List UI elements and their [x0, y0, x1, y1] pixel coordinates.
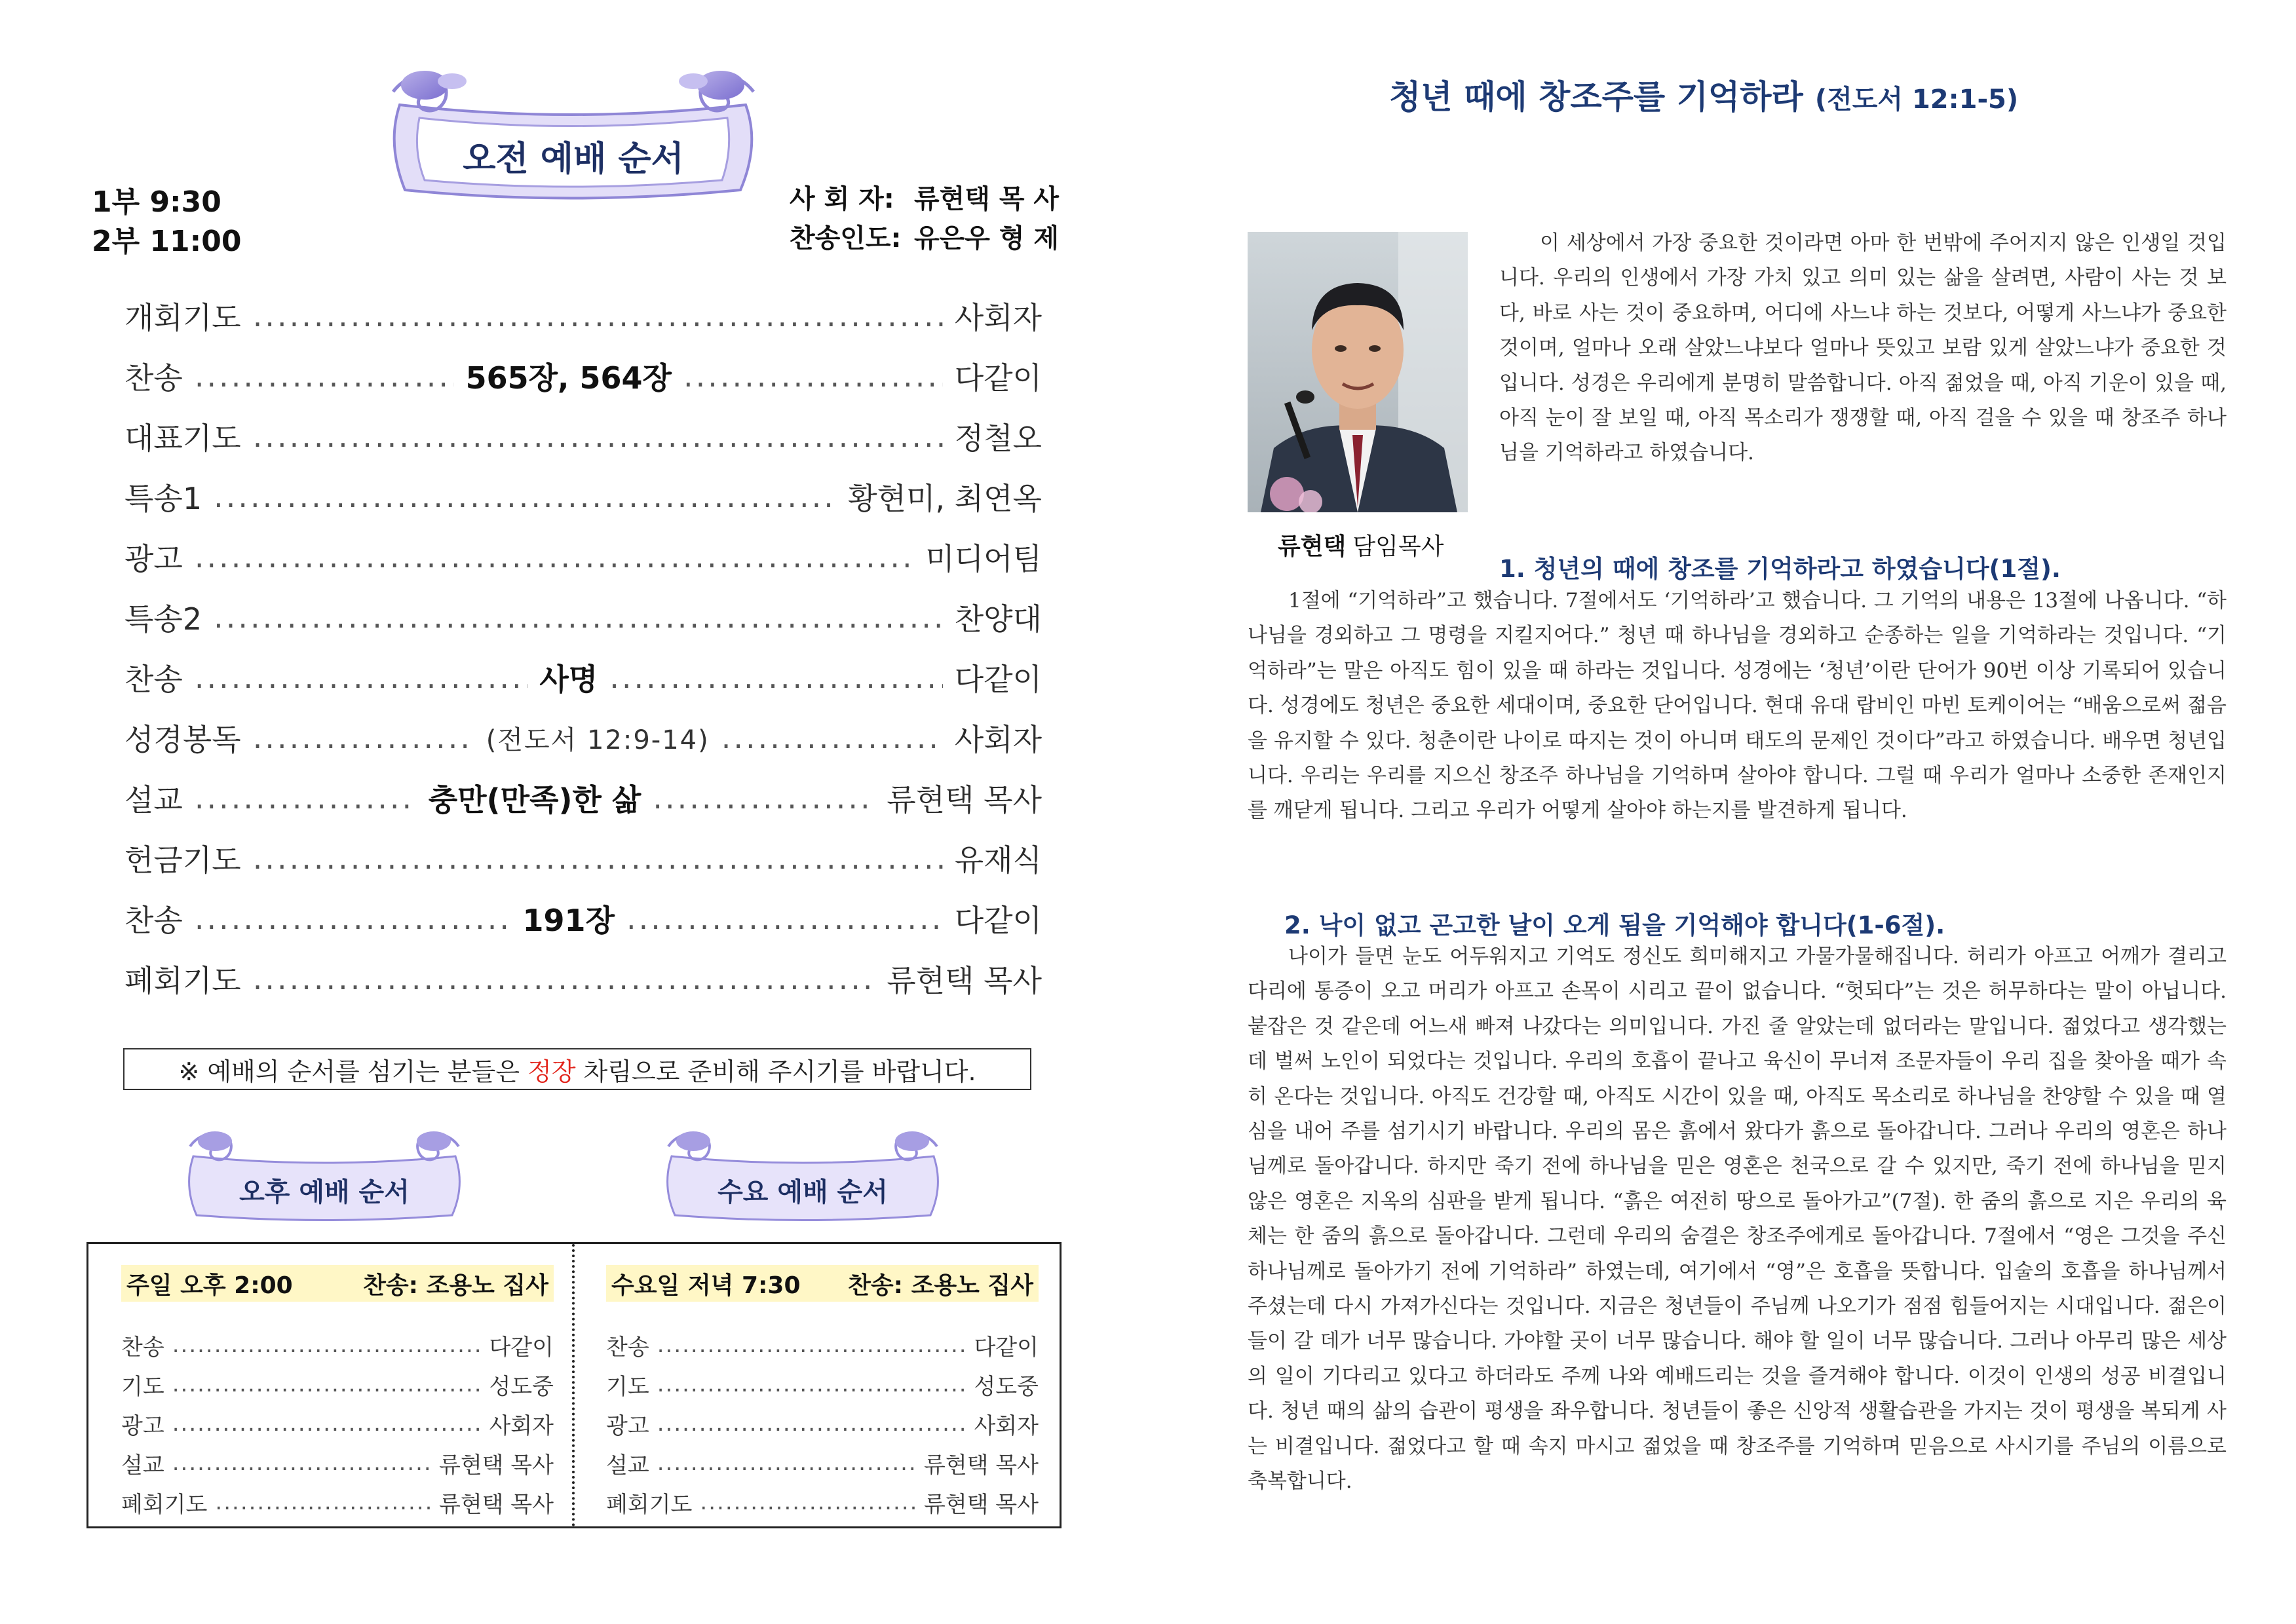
leader-dots — [253, 296, 943, 335]
leader-dots — [657, 1409, 966, 1438]
leader-dots — [195, 537, 913, 576]
leader-dots — [657, 1370, 966, 1399]
order-person: 정철오 — [954, 421, 1042, 456]
afternoon-service-title: 오후 예배 순서 — [239, 1177, 410, 1207]
order-item: 광고 — [124, 541, 183, 576]
schedule-item: 찬송 — [606, 1334, 649, 1361]
schedule-item: 폐회기도 — [121, 1491, 208, 1518]
leader-dots — [214, 477, 836, 516]
leader-dots — [609, 658, 942, 697]
order-row — [124, 413, 1042, 459]
schedule-item: 폐회기도 — [606, 1491, 693, 1518]
schedule-person: 다같이 — [489, 1334, 554, 1361]
order-person: 사회자 — [954, 722, 1043, 757]
wednesday-header — [606, 1265, 1039, 1302]
leader-presider-name: 류현택 목 사 — [914, 184, 1060, 214]
order-row — [124, 956, 1042, 1002]
order-detail: 191장 — [522, 903, 615, 938]
leader-dots — [700, 1488, 916, 1517]
order-person: 황현미, 최연옥 — [848, 481, 1042, 516]
leader-dots — [172, 1370, 482, 1399]
leader-dots — [195, 778, 417, 818]
leader-dots — [653, 778, 875, 818]
order-person: 사회자 — [954, 300, 1042, 335]
leader-dots — [172, 1409, 482, 1438]
order-item: 특송2 — [124, 601, 202, 637]
schedule-row — [121, 1445, 554, 1481]
order-row — [124, 594, 1042, 640]
leader-presider-label: 사 회 자: — [790, 184, 894, 214]
schedule-item: 광고 — [606, 1412, 649, 1439]
order-person: 미디어팀 — [925, 541, 1042, 576]
leader-dots — [214, 597, 943, 637]
intro-paragraph: 이 세상에서 가장 중요한 것이라면 아마 한 번밖에 주어지지 않은 인생일 것입니다. 우리의 인생에서 가장 가치 있고 의미 있는 삶을 살려면, 사람이 사는 것 보다, 바로 사는 것이 중요하며, 어디에 사느냐 하는 것보다, 어떻게 사느냐가 중요한 것이며, 얼마나 오래 살았느냐보다 얼마나 뜻있고 보람 있게 살았느냐가 중요한 것입니다. 성경은 우리에게 분명히 말씀합니다. 아직 젊었을 때, 아직 기운이 있을 때, 아직 눈이 잘 보일 때, 아직 목소리가 쟁쟁할 때, 아직 걸을 수 있을 때 창조주 하나님을 기억하라고 하였습니다. — [1499, 231, 2227, 465]
schedule-item: 기도 — [121, 1373, 164, 1400]
notice-highlight: 정장 — [527, 1057, 576, 1086]
leader-dots — [253, 959, 875, 998]
leader-dots — [172, 1448, 431, 1477]
order-item: 찬송 — [124, 360, 183, 396]
schedule-row — [606, 1445, 1039, 1481]
schedule-person: 류현택 목사 — [438, 1491, 554, 1518]
leader-dots — [195, 658, 527, 697]
order-person: 유재식 — [954, 842, 1042, 878]
schedule-row — [121, 1327, 554, 1363]
section-1-body: 1절에 “기억하라”고 했습니다. 7절에서도 ‘기억하라’고 했습니다. 그 기억의 내용은 13절에 나옵니다. “하나님을 경외하고 그 명령을 지킬지어다.” 청년 때 하나님을 경외하고 순종하는 일을 기억하라는 것입니다. “기억하라”는 말은 아직도 힘이 있을 때 하라는 것입니다. 성경에는 ‘청년’이란 단어가 90번 이상 기록되어 있습니다. 성경에도 청년은 중요한 세대이며, 중요한 단어입니다. 현대 유대 랍비인 마빈 토케이어는 “배움으로써 젊음을 유지할 수 있다. 청춘이란 나이로 따지는 것이 아니며 태도의 문제인 것이다”라고 하였습니다. 배우면 청년입니다. 우리는 우리를 지으신 창조주 하나님을 기억하며 살아야 합니다. 그럴 때 우리가 얼마나 소중한 존재인지를 깨닫게 됩니다. 그리고 우리가 어떻게 살아야 하는지를 발견하게 됩니다. — [1248, 589, 2227, 823]
leader-dots — [683, 356, 943, 396]
order-row — [124, 896, 1042, 941]
wednesday-time: 수요일 저녁 7:30 — [611, 1272, 801, 1299]
order-row — [124, 835, 1042, 881]
order-detail: 565장, 564장 — [465, 360, 672, 396]
section-2-heading: 2. 낙이 없고 곤고한 날이 오게 됨을 기억해야 합니다(1-6절). — [1284, 911, 1945, 939]
leader-dots — [721, 718, 943, 757]
pastor-name: 류현택 — [1278, 533, 1347, 560]
order-person: 다같이 — [954, 360, 1042, 396]
sermon-title — [1389, 71, 2018, 118]
leader-song-label: 찬송인도: — [790, 223, 902, 254]
wednesday-song-leader: 찬송: 조용노 집사 — [848, 1272, 1033, 1299]
sermon-title-text: 청년 때에 창조주를 기억하라 — [1389, 78, 1803, 116]
leader-dots — [195, 356, 454, 396]
schedule-person: 성도중 — [489, 1373, 554, 1400]
leader-dots — [253, 839, 943, 878]
photo-caption — [1278, 528, 1444, 561]
notice-text-before: ※ 예배의 순서를 섬기는 분들은 — [178, 1057, 528, 1086]
leader-dots — [657, 1448, 916, 1477]
leader-dots — [215, 1488, 431, 1517]
order-detail: (전도서 12:9-14) — [486, 725, 710, 755]
schedule-person: 류현택 목사 — [923, 1491, 1039, 1518]
leader-dots — [657, 1331, 966, 1359]
wednesday-service-banner — [655, 1127, 950, 1225]
order-row — [124, 534, 1042, 580]
leader-dots — [253, 718, 474, 757]
section-1-heading: 1. 청년의 때에 창조를 기억하라고 하였습니다(1절). — [1499, 555, 2061, 583]
schedule-person: 류현택 목사 — [438, 1452, 554, 1479]
leader-dots — [172, 1331, 482, 1359]
order-detail: 충만(만족)한 삶 — [428, 782, 641, 818]
schedule-person: 다같이 — [974, 1334, 1039, 1361]
schedule-row — [121, 1405, 554, 1442]
schedule-item: 설교 — [606, 1452, 649, 1479]
schedule-person: 사회자 — [974, 1412, 1039, 1439]
order-item: 특송1 — [124, 481, 202, 516]
order-item: 찬송 — [124, 903, 183, 938]
morning-service-banner — [373, 66, 773, 206]
afternoon-song-leader: 찬송: 조용노 집사 — [363, 1272, 548, 1299]
schedule-person: 류현택 목사 — [923, 1452, 1039, 1479]
order-row — [124, 474, 1042, 519]
order-person: 류현택 목사 — [887, 782, 1042, 818]
order-item: 설교 — [124, 782, 183, 818]
order-row — [124, 715, 1042, 761]
service-schedule-table — [86, 1242, 1062, 1528]
order-item: 폐회기도 — [124, 963, 241, 998]
sermon-scripture: (전도서 12:1-5) — [1814, 85, 2019, 115]
schedule-person: 성도중 — [974, 1373, 1039, 1400]
dress-code-notice — [123, 1048, 1031, 1090]
order-detail: 사명 — [539, 662, 598, 697]
order-person: 류현택 목사 — [887, 963, 1042, 998]
order-person: 다같이 — [954, 903, 1042, 938]
schedule-row — [606, 1327, 1039, 1363]
afternoon-service-banner — [177, 1127, 472, 1225]
order-row — [124, 775, 1042, 821]
afternoon-header — [121, 1265, 554, 1302]
service-time-1: 1부 9:30 — [92, 185, 221, 219]
notice-text-after: 차림으로 준비해 주시기를 바랍니다. — [575, 1057, 976, 1086]
leader-song-name: 유은우 형 제 — [914, 223, 1060, 254]
schedule-row — [121, 1366, 554, 1403]
wednesday-service-title: 수요 예배 순서 — [718, 1177, 888, 1207]
order-person: 다같이 — [954, 662, 1042, 697]
leader-dots — [253, 417, 943, 456]
order-person: 찬양대 — [954, 601, 1042, 637]
schedule-row — [606, 1405, 1039, 1442]
schedule-row — [606, 1366, 1039, 1403]
order-item: 개회기도 — [124, 300, 241, 335]
pastor-role: 담임목사 — [1352, 533, 1444, 560]
order-item: 성경봉독 — [124, 722, 241, 757]
schedule-item: 광고 — [121, 1412, 164, 1439]
order-item: 찬송 — [124, 662, 183, 697]
schedule-row — [606, 1484, 1039, 1520]
order-row — [124, 654, 1042, 700]
service-time-2: 2부 11:00 — [92, 225, 242, 258]
order-item: 헌금기도 — [124, 842, 241, 878]
dotted-divider — [572, 1244, 575, 1526]
schedule-item: 찬송 — [121, 1334, 164, 1361]
leader-dots — [626, 899, 943, 938]
schedule-item: 기도 — [606, 1373, 649, 1400]
schedule-row — [121, 1484, 554, 1520]
afternoon-time: 주일 오후 2:00 — [126, 1272, 293, 1299]
pastor-photo — [1248, 232, 1468, 512]
schedule-person: 사회자 — [489, 1412, 554, 1439]
pastor-portrait-icon — [1248, 232, 1468, 512]
order-row — [124, 293, 1042, 339]
section-2-body: 나이가 들면 눈도 어두워지고 기억도 정신도 희미해지고 가물가물해집니다. 허리가 아프고 어깨가 결리고 다리에 통증이 오고 머리가 아프고 손목이 시리고 끝이 없습니다. “헛되다”는 것은 허무하다는 말이 아닙니다. 붙잡은 것 같은데 어느새 빠져 나갔다는 의미입니다. 가진 줄 알았는데 없더라는 말입니다. 젊었다고 생각했는데 벌써 노인이 되었다는 것입니다. 우리의 호흡이 끝나고 육신이 무너져 조문자들이 우리 집을 찾아올 때가 속히 온다는 것입니다. 아직도 건강할 때, 아직도 시간이 있을 때, 아직도 목소리로 하나님을 찬양할 수 있을 때 열심을 내어 주를 섬기시기 바랍니다. 우리의 몸은 흙에서 왔다가 흙으로 돌아갑니다. 그러나 우리의 영혼은 하나님께로 돌아갑니다. 하지만 죽기 전에 하나님을 믿은 영혼은 천국으로 갈 수 있지만, 죽기 전에 하나님을 믿지 않은 영혼은 지옥의 심판을 받게 됩니다. “흙은 여전히 땅으로 돌아가고”(7절). 한 줌의 흙으로 지은 우리의 육체는 한 줌의 흙으로 돌아갑니다. 그런데 우리의 숨결은 창조주에게로 돌아갑니다. 7절에서 “영은 그것을 주신 하나님께로 돌아가기 전에 기억하라” 하였는데, 여기에서 “영”은 호흡을 뜻합니다. 입술의 호흡을 하나님께서 주셨는데 다시 가져가신다는 것입니다. 지금은 청년들이 주님께 나오기가 점점 힘들어지는 시대입니다. 젊은이들이 갈 데가 너무 많습니다. 가야할 곳이 너무 많습니다. 해야 할 일이 너무 많습니다. 그러나 아무리 많은 세상의 일이 기다리고 있다고 하더라도 주께 나와 예배드리는 것을 즐겨해야 합니다. 이것이 인생의 성공 비결입니다. 청년 때의 삶의 습관이 평생을 좌우합니다. 청년들이 좋은 신앙적 생활습관을 가지는 것이 평생을 복되게 사는 비결입니다. 젊었다고 할 때 속지 마시고 젊었을 때 창조주를 기억하며 믿음으로 사시기를 주님의 이름으로 축복합니다. — [1248, 945, 2227, 1494]
morning-service-title: 오전 예배 순서 — [463, 140, 684, 179]
schedule-item: 설교 — [121, 1452, 164, 1479]
leader-dots — [195, 899, 511, 938]
order-item: 대표기도 — [124, 421, 241, 456]
order-row — [124, 353, 1042, 399]
